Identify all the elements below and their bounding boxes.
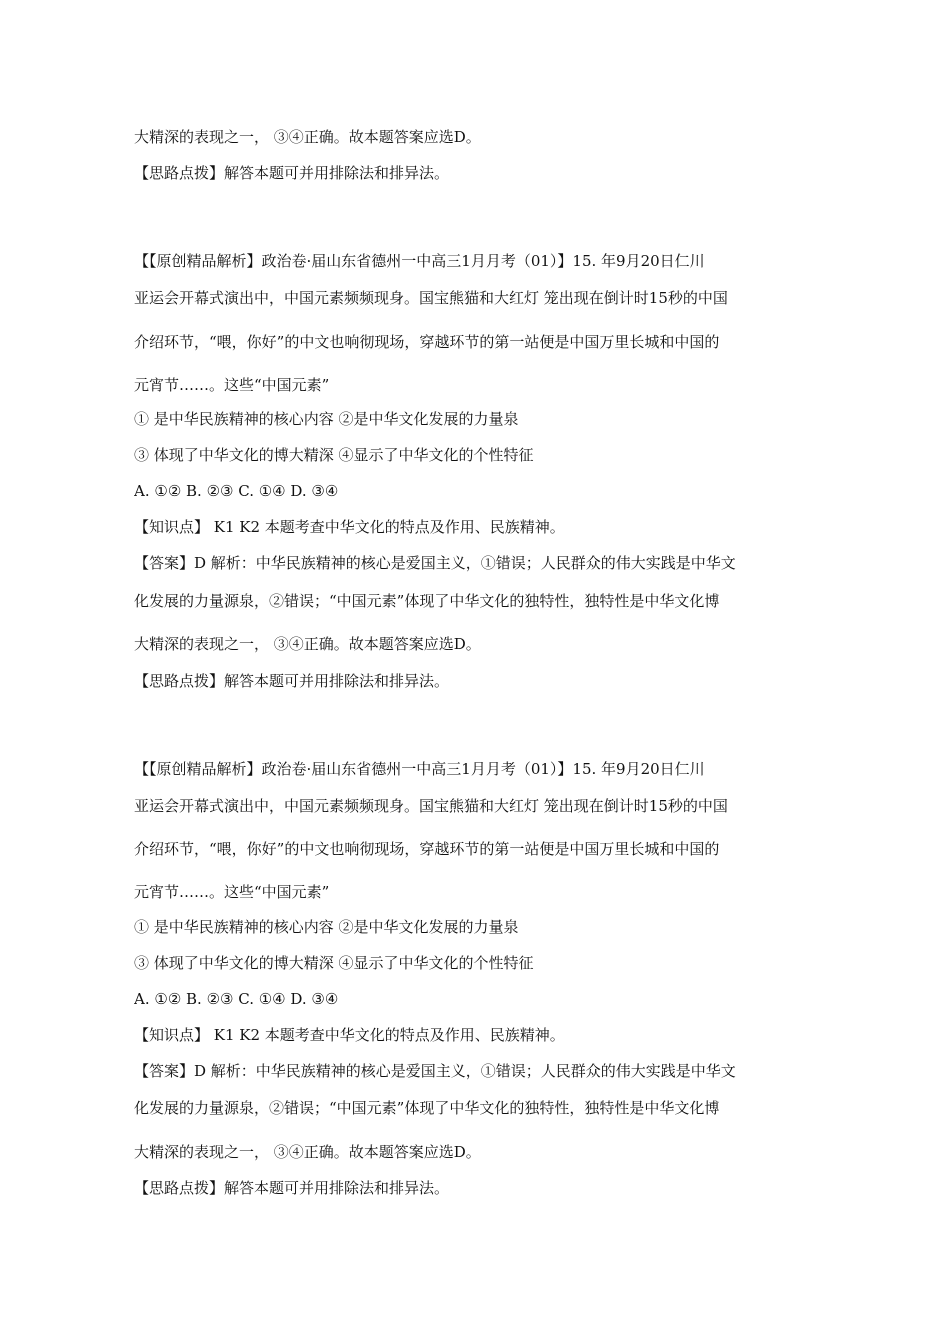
answer-line: 大精深的表现之一， ③④正确。故本题答案应选D。 — [134, 635, 481, 653]
answer-line: 【答案】D 解析：中华民族精神的核心是爱国主义，①错误；人民群众的伟大实践是中华文 — [134, 1062, 736, 1080]
option-line-1-2: ① 是中华民族精神的核心内容 ②是中华文化发展的力量泉 — [134, 410, 519, 428]
fragment-answer-line: 大精深的表现之一， ③④正确。故本题答案应选D。 — [134, 128, 481, 146]
question-line: 介绍环节，“喂，你好”的中文也响彻现场，穿越环节的第一站便是中国万里长城和中国的 — [134, 840, 720, 858]
question-line: 【【原创精品解析】政治卷·届山东省德州一中高三1月月考（01）】15. 年9月20日仁川 — [134, 760, 705, 778]
option-line-3-4: ③ 体现了中华文化的博大精深 ④显示了中华文化的个性特征 — [134, 446, 534, 464]
answer-line: 大精深的表现之一， ③④正确。故本题答案应选D。 — [134, 1143, 481, 1161]
knowledge-point-line: 【知识点】 K1 K2 本题考查中华文化的特点及作用、民族精神。 — [134, 1026, 565, 1044]
answer-line: 化发展的力量源泉，②错误；“中国元素”体现了中华文化的独特性，独特性是中华文化博 — [134, 592, 720, 610]
hint-line: 【思路点拨】解答本题可并用排除法和排异法。 — [134, 672, 450, 690]
question-line: 元宵节……。这些“中国元素” — [134, 376, 330, 394]
knowledge-point-line: 【知识点】 K1 K2 本题考查中华文化的特点及作用、民族精神。 — [134, 518, 565, 536]
question-line: 元宵节……。这些“中国元素” — [134, 883, 330, 901]
fragment-hint-line: 【思路点拨】解答本题可并用排除法和排异法。 — [134, 164, 450, 182]
answer-line: 化发展的力量源泉，②错误；“中国元素”体现了中华文化的独特性，独特性是中华文化博 — [134, 1099, 720, 1117]
question-line: 【【原创精品解析】政治卷·届山东省德州一中高三1月月考（01）】15. 年9月20日仁川 — [134, 252, 705, 270]
question-line: 亚运会开幕式演出中，中国元素频频现身。国宝熊猫和大红灯 笼出现在倒计时15秒的中国 — [134, 289, 728, 307]
question-line: 介绍环节，“喂，你好”的中文也响彻现场，穿越环节的第一站便是中国万里长城和中国的 — [134, 333, 720, 351]
choices-line: A. ①② B. ②③ C. ①④ D. ③④ — [134, 482, 339, 500]
choices-line: A. ①② B. ②③ C. ①④ D. ③④ — [134, 990, 339, 1008]
hint-line: 【思路点拨】解答本题可并用排除法和排异法。 — [134, 1179, 450, 1197]
option-line-3-4: ③ 体现了中华文化的博大精深 ④显示了中华文化的个性特征 — [134, 954, 534, 972]
answer-line: 【答案】D 解析：中华民族精神的核心是爱国主义，①错误；人民群众的伟大实践是中华文 — [134, 554, 736, 572]
option-line-1-2: ① 是中华民族精神的核心内容 ②是中华文化发展的力量泉 — [134, 918, 519, 936]
question-line: 亚运会开幕式演出中，中国元素频频现身。国宝熊猫和大红灯 笼出现在倒计时15秒的中国 — [134, 797, 728, 815]
